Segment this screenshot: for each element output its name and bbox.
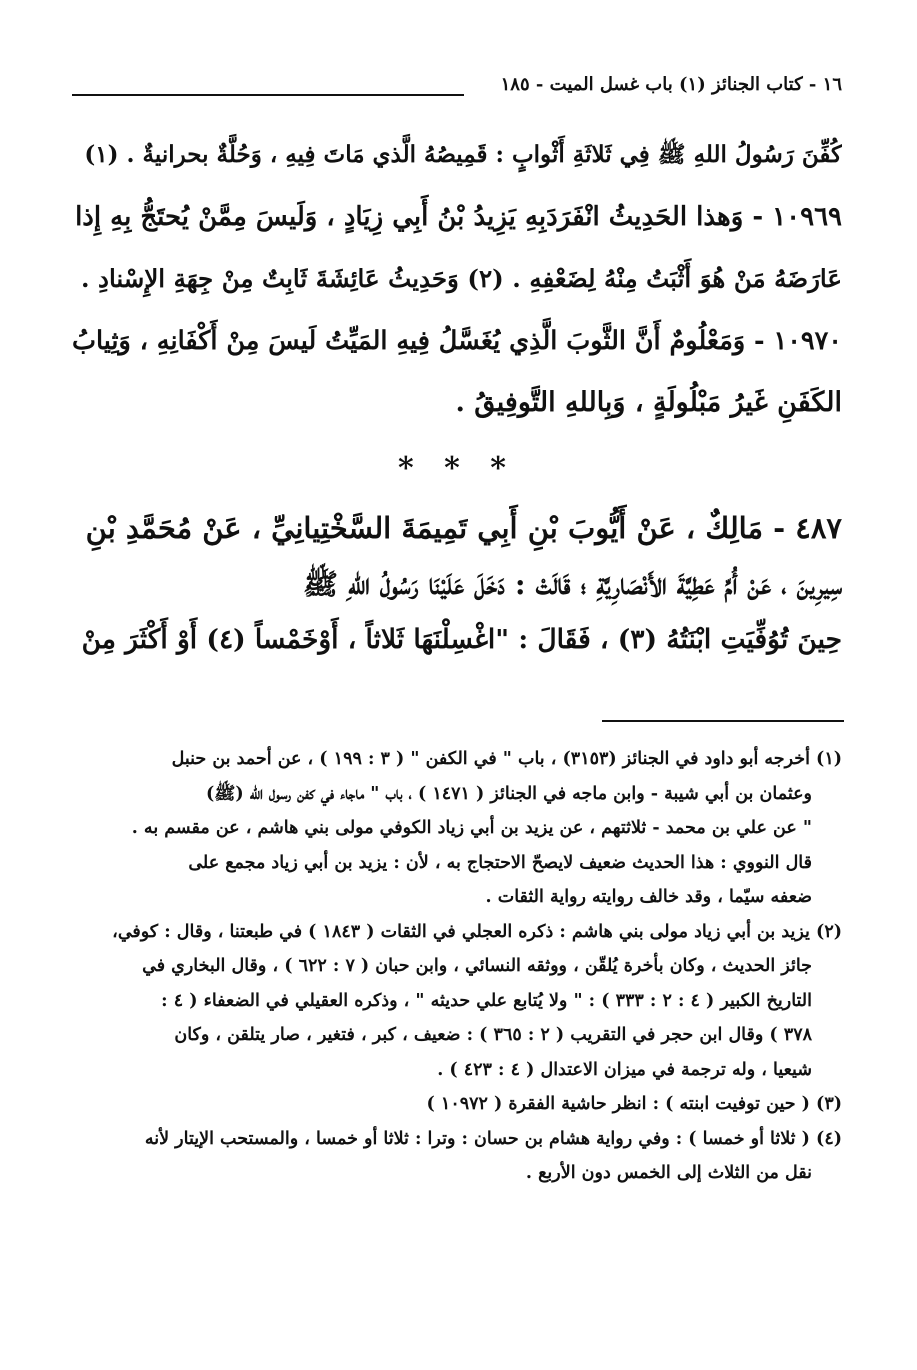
hadith-line: سِيرِينَ ، عَنْ أُمِّ عَطِيَّةَ الأَنْصَارِيَّةِ ؛ قَالَتْ : دَخَلَ عَلَيْنَا رَسُولُ اللهِ ﷺ	[303, 567, 842, 601]
footnote-line: قال النووي : هذا الحديث ضعيف لايصحّ الاحتجاج به ، لأن : يزيد بن أبي زياد مجمع على	[188, 852, 812, 873]
body-line: عَارَضَهُ مَنْ هُوَ أَثْبَتُ مِنْهُ لِضَعْفِهِ . (٢) وَحَدِيثُ عَائِشَةَ ثَابِتٌ مِنْ جِهَةِ الإِسْنادِ .	[80, 264, 842, 293]
footnote-line: " عن علي بن محمد - ثلاثتهم ، عن يزيد بن أبي زياد الكوفي مولى بني هاشم ، عن مقسم به .	[131, 818, 812, 838]
header-rule	[72, 94, 464, 96]
hadith-line: حِينَ تُوُفِّيَتِ ابْنَتُهُ (٣) ، فَقَالَ : "اغْسِلْنَهَا ثَلاثاً ، أَوْخَمْساً (٤) أَوْ أَكْثَرَ مِنْ	[81, 624, 842, 655]
footnote-line: وعثمان بن أبي شيبة - وابن ماجه في الجنائز ( ١٤٧١ ) ، باب " ماجاء في كفن رسول الله (ﷺ)	[205, 783, 812, 804]
running-title: ١٦ - كتاب الجنائز (١) باب غسل الميت - ١٨٥	[500, 74, 842, 95]
section-separator: * * *	[398, 451, 516, 486]
footnote-line: جائز الحديث ، وكان بأخرة يُلقّن ، ووثقه النسائي ، وابن حبان ( ٧ : ٦٢٢ ) ، وقال البخاري في	[142, 956, 812, 976]
hadith-line: ٤٨٧ - مَالِكٌ ، عَنْ أَيُّوبَ بْنِ أَبِي تَمِيمَةَ السَّخْتِيانِيِّ ، عَنْ مُحَمَّدِ بْنِ	[85, 511, 842, 545]
body-line: كُفِّنَ رَسُولُ اللهِ ﷺ فِي ثَلاثَةِ أَثْوابٍ : قَمِيصُهُ الَّذي مَاتَ فِيهِ ، وَحُلَّةٌ بحرانيةٌ . (١)	[84, 141, 842, 168]
running-header	[72, 70, 842, 104]
footnote-line: التاريخ الكبير ( ٤ : ٢ : ٣٣٣ ) : " ولا يُتابع علي حديثه " ، وذكره العقيلي في الضعفاء ( ٤ :	[161, 990, 812, 1011]
footnote-line: نقل من الثلاث إلى الخمس دون الأربع .	[525, 1163, 812, 1183]
body-line: ١٠٩٦٩ - وَهذا الحَدِيثُ انْفَرَدَبِهِ يَزِيدُ بْنُ أَبِي زِيَادٍ ، وَلَيسَ مِمَّنْ يُحتَجُّ بِهِ إِذا	[75, 202, 842, 232]
footnote-line: (٣) ( حين توفيت ابنته ) : انظر حاشية الفقرة ( ١٠٩٧٢ )	[426, 1094, 842, 1114]
main-text	[72, 124, 842, 668]
footnotes	[72, 742, 842, 1191]
footnote-line: (٤) ( ثلاثا أو خمسا ) : وفي رواية هشام بن حسان : وترا : ثلاثا أو خمسا ، والمستحب الإيتار لأنه	[144, 1128, 842, 1149]
body-line: الكَفَنِ غَيرُ مَبْلُولَةٍ ، وَبِاللهِ التَّوفِيقُ .	[455, 387, 842, 418]
footnote-line: (٢) يزيد بن أبي زياد مولى بني هاشم : ذكره العجلي في الثقات ( ١٨٤٣ ) في طبعتنا ، وقال : كوفي،	[112, 921, 842, 942]
footnote-line: ضعفه سيّما ، وقد خالف روايته رواية الثقات .	[485, 887, 812, 907]
footnote-line: شيعيا ، وله ترجمة في ميزان الاعتدال ( ٤ : ٤٢٣ ) .	[437, 1059, 812, 1080]
footnote-line: (١) أخرجه أبو داود في الجنائز (٣١٥٣) ، باب " في الكفن " ( ٣ : ١٩٩ ) ، عن أحمد بن حنبل	[171, 749, 842, 769]
footnote-rule	[602, 720, 844, 722]
footnote-line: ٣٧٨ ) وقال ابن حجر في التقريب ( ٢ : ٣٦٥ ) : ضعيف ، كبر ، فتغير ، صار يتلقن ، وكان	[174, 1025, 812, 1045]
body-line: ١٠٩٧٠ - وَمَعْلُومٌ أَنَّ الثَّوبَ الَّذِي يُغَسَّلُ فِيهِ المَيِّتُ لَيسَ مِنْ أَكْفَانِهِ ، وَثِيابُ	[72, 326, 842, 356]
